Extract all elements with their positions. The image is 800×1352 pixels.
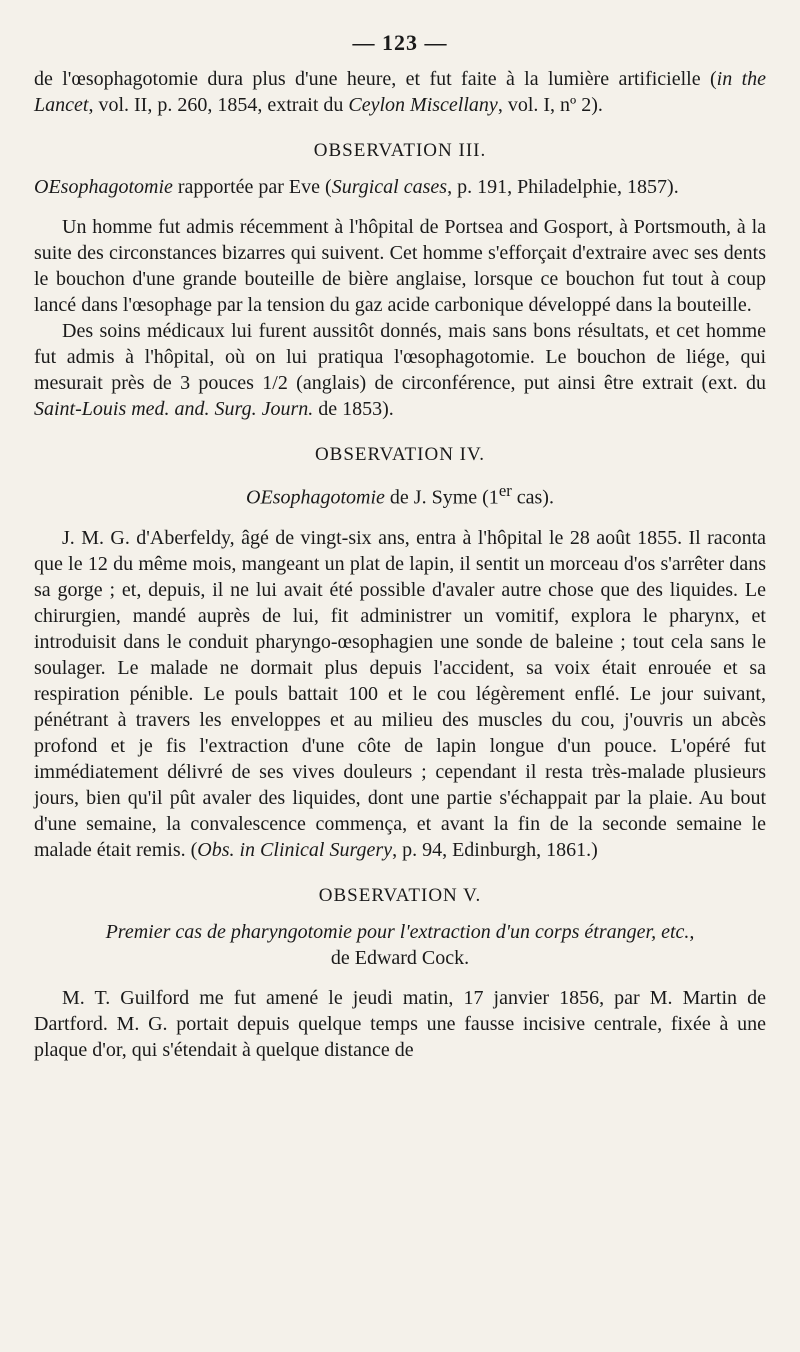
observation-3-paragraph-2: Des soins médicaux lui furent aussitôt donnés, mais sans bons résultats, et cet homme fut admis à l'hôpital, où on lui pratiqua l'œsophagotomie. Le bouchon de liége, qui mesurait près de 3 pouces 1/2 (anglais) de circonférence, put ainsi être extrait (ext. du Saint-Louis med. and. Surg. Journ. de 1853).: [34, 320, 766, 420]
observation-4-subtitle: OEsophagotomie de J. Syme (1er cas).: [246, 481, 554, 509]
page-number: — 123 —: [352, 30, 448, 55]
intro-paragraph: de l'œsophagotomie dura plus d'une heure, et fut faite à la lumière artificielle (in the Lancet, vol. II, p. 260, 1854, extrait du Ceylon Miscellany, vol. I, nº 2).: [34, 68, 766, 116]
observation-4-heading: OBSERVATION IV.: [314, 444, 486, 465]
observation-3-heading: OBSERVATION III.: [313, 140, 487, 161]
observation-5-subtitle: Premier cas de pharyngotomie pour l'extraction d'un corps étranger, etc., de Edward Cock.: [105, 920, 695, 969]
observation-5-paragraph: M. T. Guilford me fut amené le jeudi matin, 17 janvier 1856, par M. Martin de Dartford. M. G. portait depuis quelque temps une fausse incisive centrale, fixée à une plaque d'or, qui s'étendait à quelque distance de: [34, 986, 766, 1061]
observation-4-paragraph: J. M. G. d'Aberfeldy, âgé de vingt-six ans, entra à l'hôpital le 28 août 1855. Il raconta que le 12 du même mois, mangeant un plat de lapin, il sentit un morceau d'os s'arrêter dans sa gorge ; et, depuis, il ne lui avait été possible d'avaler autre chose que des liquides. Le chirurgien, mandé auprès de lui, fit administrer un vomitif, explora le pharynx, et introduisit dans le conduit pharyngo-œsophagien une sonde de baleine ; tout cela sans le soulager. Le malade ne dormait plus depuis l'accident, sa voix était enrouée et sa respiration pénible. Le pouls battait 100 et le cou légèrement enflé. Le jour suivant, pénétrant à travers les enveloppes et au milieu des muscles du cou, j'ouvris un abcès profond et je fis l'extraction d'une côte de lapin longue d'un pouce. L'opéré fut immédiatement délivré de ses vives douleurs ; cependant il resta très-malade plusieurs jours, bien qu'il pût avaler des liquides, dont une partie s'échappait par la plaie. Au bout d'une semaine, la convalescence commença, et avant la fin de la seconde semaine le malade était remis. (Obs. in Clinical Surgery, p. 94, Edinburgh, 1861.): [34, 526, 766, 861]
observation-5-heading: OBSERVATION V.: [318, 884, 482, 906]
observation-3-paragraph-1: Un homme fut admis récemment à l'hôpital de Portsea and Gosport, à Portsmouth, à la suite des circonstances bizarres qui suivent. Cet homme s'efforçait d'extraire avec ses dents le bouchon d'une grande bouteille de bière anglaise, lorsque ce bouchon fut tout à coup lancé dans l'œsophage par la tension du gaz acide carbonique développé dans la bouteille.: [34, 216, 766, 316]
observation-3-subtitle: OEsophagotomie rapportée par Eve (Surgical cases, p. 191, Philadelphie, 1857).: [34, 176, 679, 198]
